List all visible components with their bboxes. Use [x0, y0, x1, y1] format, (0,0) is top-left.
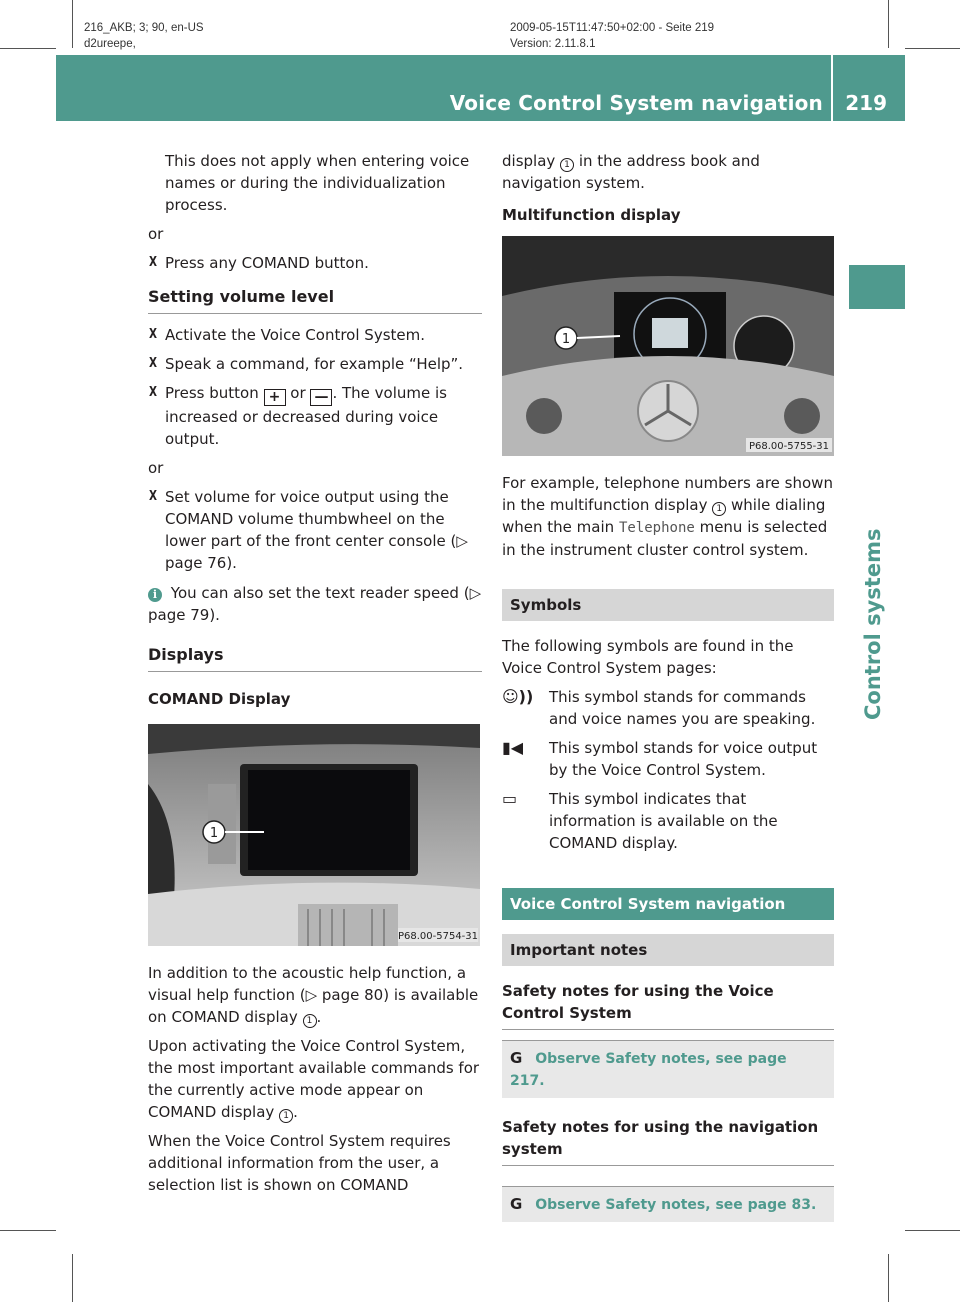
print-meta-left-line2: d2ureepe,: [84, 38, 136, 50]
telephone-menu-name: Telephone: [618, 520, 695, 536]
chapter-label-text: Control systems: [861, 528, 885, 720]
para-activating-text: Upon activating the Voice Control System, the most important available commands for the currently active mode appear on COMAND display: [148, 1037, 480, 1121]
chapter-tab: [849, 265, 905, 309]
step-press-button: [148, 382, 482, 450]
para-activating-end: .: [293, 1103, 298, 1121]
crop-mark: [0, 48, 56, 49]
display-icon: ▭: [502, 789, 518, 808]
step-press-button-c: . The volume is increased or decreased during voice output.: [165, 384, 447, 448]
crop-mark: [0, 1230, 56, 1231]
safety-vcs-heading: Safety notes for using the Voice Control System: [502, 980, 834, 1030]
speaker-icon: ▮◀: [502, 738, 524, 757]
para-continued-b: in the address book and navigation system.: [502, 152, 760, 192]
minus-key-icon: —: [310, 389, 332, 406]
comand-display-photo: [148, 724, 480, 946]
symbol-row: [502, 686, 834, 730]
speaking-person-icon: ☺)): [502, 687, 534, 706]
photo-code: P68.00-5755-31: [748, 441, 830, 452]
page-title: Voice Control System navigation: [449, 91, 823, 115]
callout-1: 1: [209, 826, 219, 841]
symbol-description: This symbol stands for voice output by the Voice Control System.: [549, 739, 818, 779]
print-meta-left: [84, 20, 204, 52]
para-continued: [502, 150, 834, 194]
para-help-function-end: .: [316, 1008, 322, 1026]
symbols-heading: Symbols: [502, 589, 834, 621]
info-text: You can also set the text reader speed (▷ page 79).: [148, 584, 482, 624]
symbols-intro: The following symbols are found in the Voice Control System pages:: [502, 637, 794, 677]
important-notes-heading: Important notes: [502, 934, 834, 966]
or-text: or: [148, 459, 164, 477]
step-activate: X Activate the Voice Control System.: [148, 324, 482, 346]
warning-note: [502, 1040, 834, 1098]
para-telephone-b: while dialing when the main: [502, 496, 826, 536]
chapter-label: [849, 320, 905, 720]
left-column: [148, 150, 482, 1203]
print-meta-right: [510, 20, 714, 52]
info-note: [148, 582, 482, 626]
step-press-button-a: Press button: [165, 384, 259, 402]
callout-1: 1: [561, 332, 571, 347]
crop-mark: [72, 1254, 73, 1302]
callout-1-icon: 1: [712, 502, 726, 516]
para-help-function-text: In addition to the acoustic help function, a visual help function (▷ page 80) is available on COMAND display: [148, 964, 479, 1026]
warning-triangle-icon: G: [510, 1195, 523, 1213]
symbol-row: [502, 788, 834, 854]
callout-1-icon: 1: [279, 1109, 293, 1123]
right-column: [502, 150, 834, 1240]
warning-text: Observe Safety notes, see page 217.: [510, 1051, 787, 1089]
para-selection-list: When the Voice Control System requires additional information from the user, a selection list is shown on COMAND: [148, 1132, 451, 1194]
setting-volume-heading: Setting volume level: [148, 286, 482, 314]
print-meta-left-line1: 216_AKB; 3; 90, en-US: [84, 22, 204, 34]
para-continued-a: display: [502, 152, 556, 170]
multifunction-display-photo: [502, 236, 834, 456]
para-activating: [148, 1035, 482, 1123]
crop-mark: [888, 0, 889, 48]
print-meta-right-line1: 2009-05-15T11:47:50+02:00 - Seite 219: [510, 22, 715, 34]
header-divider: [831, 55, 833, 121]
para-help-function: [148, 962, 482, 1028]
callout-1-icon: 1: [560, 158, 574, 172]
crop-mark: [905, 48, 960, 49]
page-number: 219: [845, 91, 887, 115]
comand-display-heading: COMAND Display: [148, 690, 291, 708]
crop-mark: [72, 0, 73, 48]
para-telephone-c: menu is selected in the instrument cluster control system.: [502, 518, 828, 559]
multifunction-display-illustration: [502, 236, 834, 456]
warning-triangle-icon: G: [510, 1049, 523, 1067]
symbol-row: [502, 737, 834, 781]
photo-code: P68.00-5754-31: [397, 931, 479, 942]
crop-mark: [905, 1230, 960, 1231]
para-telephone: [502, 472, 834, 561]
displays-heading: Displays: [148, 644, 482, 672]
multifunction-display-heading: Multifunction display: [502, 206, 681, 224]
callout-1-icon: 1: [303, 1014, 317, 1028]
warning-note: [502, 1186, 834, 1222]
or-text: or: [148, 225, 164, 243]
warning-text: Observe Safety notes, see page 83.: [535, 1197, 817, 1213]
para-telephone-a: For example, telephone numbers are shown in the multifunction display: [502, 474, 833, 514]
plus-key-icon: +: [264, 389, 286, 406]
intro-text: This does not apply when entering voice names or during the individualization process.: [165, 152, 470, 214]
info-icon: i: [148, 588, 162, 602]
symbol-description: This symbol stands for commands and voice names you are speaking.: [549, 688, 816, 728]
step-press-any: X Press any COMAND button.: [148, 252, 482, 274]
print-meta-right-line2: Version: 2.11.8.1: [510, 38, 596, 50]
safety-navigation-heading: Safety notes for using the navigation system: [502, 1116, 834, 1166]
step-speak: X Speak a command, for example “Help”.: [148, 353, 482, 375]
comand-display-illustration: [148, 724, 480, 946]
vcs-navigation-heading: Voice Control System navigation: [502, 888, 834, 920]
crop-mark: [888, 1254, 889, 1302]
page-header-bar: [56, 55, 905, 121]
symbol-description: This symbol indicates that information is available on the COMAND display.: [549, 790, 778, 852]
step-thumbwheel: X Set volume for voice output using the COMAND volume thumbwheel on the lower part of the front center console (▷ page 76).: [148, 486, 482, 574]
step-press-button-b: or: [290, 384, 306, 402]
